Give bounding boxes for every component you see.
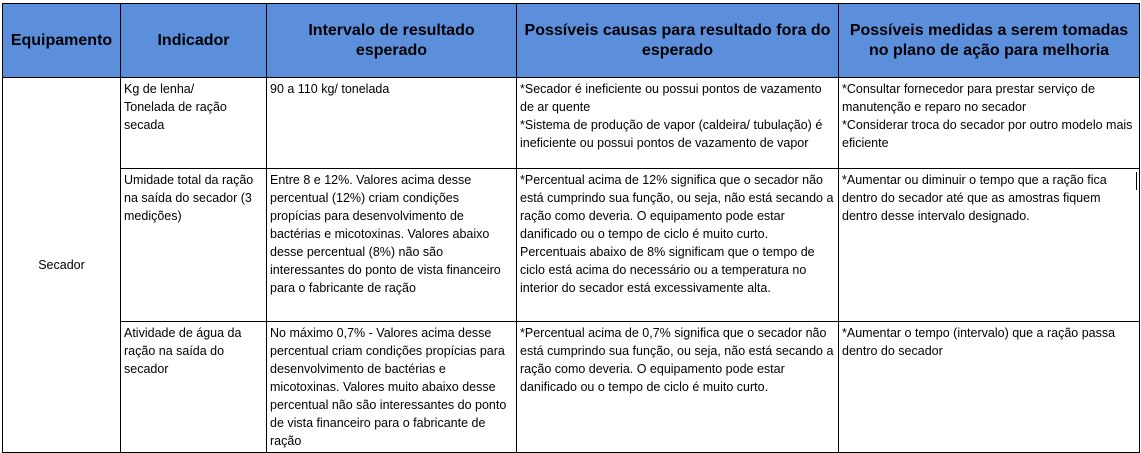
equipment-cell: Secador [3, 78, 121, 453]
range-cell: No máximo 0,7% - Valores acima desse percentual criam condições propícias para desenvolvimento de bactérias e micotoxinas. Valores muito abaixo desse percentual não são interessantes do ponto de vista financeiro para o fabricante de ração [267, 322, 517, 453]
indicator-cell: Umidade total da ração na saída do secador (3 medições) [121, 169, 267, 322]
header-row [3, 4, 1140, 78]
header-expected-range: Intervalo de resultado esperado [267, 4, 517, 78]
causes-cell: *Secador é ineficiente ou possui pontos de vazamento de ar quente *Sistema de produção de vapor (caldeira/ tubulação) é ineficiente ou possui pontos de vazamento de vapor [517, 78, 839, 169]
table-row [3, 322, 1140, 453]
measures-cell: *Aumentar ou diminuir o tempo que a ração fica dentro do secador até que as amostras fiquem dentro desse intervalo designado. [839, 169, 1140, 322]
header-possible-causes: Possíveis causas para resultado fora do esperado [517, 4, 839, 78]
range-cell: Entre 8 e 12%. Valores acima desse percentual (12%) criam condições propícias para desenvolvimento de bactérias e micotoxinas. Valores abaixo desse percentual (8%) não são interessantes do ponto de vista financeiro para o fabricante de ração [267, 169, 517, 322]
causes-cell: *Percentual acima de 0,7% significa que o secador não está cumprindo sua função, ou seja, não está secando a ração como deveria. O equipamento pode estar danificado ou o tempo de ciclo é muito curto. [517, 322, 839, 453]
table-row [3, 169, 1140, 322]
measures-cell: *Aumentar o tempo (intervalo) que a ração passa dentro do secador [839, 322, 1140, 453]
text-cursor [1136, 172, 1137, 190]
header-equipment: Equipamento [3, 4, 121, 78]
causes-cell: *Percentual acima de 12% significa que o secador não está cumprindo sua função, ou seja, não está secando a ração como deveria. O equipamento pode estar danificado ou o tempo de ciclo é muito curto. Percentuais abaixo de 8% significam que o tempo de ciclo está acima do necessário ou a temperatura no interior do secador está excessivamente alta. [517, 169, 839, 322]
header-improvement-measures: Possíveis medidas a serem tomadas no plano de ação para melhoria [839, 4, 1140, 78]
indicator-cell: Kg de lenha/ Tonelada de ração secada [121, 78, 267, 169]
range-cell: 90 a 110 kg/ tonelada [267, 78, 517, 169]
header-indicator: Indicador [121, 4, 267, 78]
indicator-table [2, 3, 1140, 453]
measures-cell: *Consultar fornecedor para prestar serviço de manutenção e reparo no secador *Considerar troca do secador por outro modelo mais eficiente [839, 78, 1140, 169]
indicator-cell: Atividade de água da ração na saída do secador [121, 322, 267, 453]
table-row [3, 78, 1140, 169]
